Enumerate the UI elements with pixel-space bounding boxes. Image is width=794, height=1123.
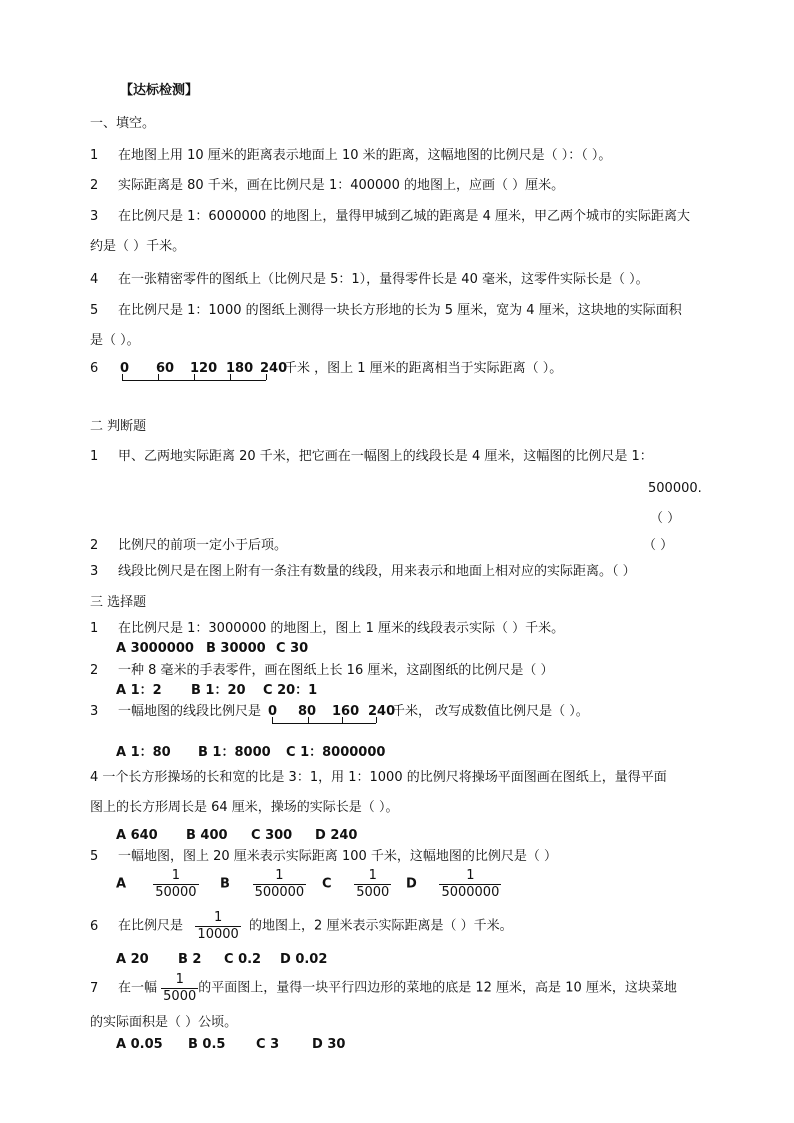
question-text: 一幅地图的线段比例尺是 [118, 704, 262, 719]
fill-question-6 [90, 360, 118, 378]
choice-question-2 [90, 662, 553, 680]
question-text: 实际距离是 80 千米，画在比例尺是 1：400000 的地图上，应画（ ）厘米。 [118, 178, 565, 193]
choice-options-5 [116, 868, 501, 908]
fraction-denominator: 5000 [163, 989, 197, 1004]
judge-question-1-cont: 500000. [648, 481, 702, 496]
choice-question-7 [90, 972, 677, 1008]
section-title-choice: 三 选择题 [90, 595, 147, 610]
fraction-denominator: 5000 [356, 885, 390, 900]
fraction-numerator: 1 [153, 868, 198, 885]
question-text: 在比例尺是 [118, 918, 184, 934]
fraction [195, 910, 240, 943]
line-scale-2 [268, 703, 396, 729]
question-text: 一个长方形操场的长和宽的比是 3：1，用 1：1000 的比例尺将操场平面图画在图纸上，量得平面 [102, 770, 667, 785]
scale-tick [272, 717, 273, 723]
scale-label: 0 [120, 361, 130, 376]
fraction-denominator: 5000000 [441, 885, 500, 900]
section-header: 【达标检测】 [120, 83, 199, 98]
scale-tick [122, 374, 123, 380]
fraction-numerator: 1 [161, 972, 198, 989]
option[interactable]: A 20 [116, 952, 149, 967]
fill-question-5-cont: 是（ ）。 [90, 333, 140, 348]
option[interactable]: B 0.5 [188, 1037, 226, 1052]
option[interactable]: B 2 [178, 952, 202, 967]
option[interactable]: A 1：80 [116, 745, 171, 760]
question-number: 3 [90, 564, 99, 579]
choice-options-6 [116, 951, 327, 969]
option-letter: A [116, 876, 127, 892]
scale-tick [266, 374, 267, 380]
scale-tick [342, 717, 343, 723]
fraction [161, 972, 198, 1005]
choice-question-6 [90, 910, 513, 946]
fill-question-4 [90, 271, 649, 289]
option[interactable]: B 1：8000 [198, 745, 271, 760]
fraction-numerator: 1 [195, 910, 240, 927]
line-scale-1 [118, 360, 288, 386]
question-text: 在比例尺是 1：6000000 的地图上，量得甲城到乙城的距离是 4 厘米，甲乙两个城市的实际距离大 [118, 209, 690, 224]
scale-bar [272, 723, 376, 724]
scale-label: 0 [268, 704, 278, 719]
question-text: 在一幅 [118, 980, 158, 996]
question-text: 比例尺的前项一定小于后项。 [118, 538, 288, 553]
question-number: 6 [90, 361, 99, 376]
choice-question-4-cont: 图上的长方形周长是 64 厘米，操场的实际长是（ ）。 [90, 800, 399, 815]
section-title-fill-blank: 一、填空。 [90, 116, 156, 131]
judge-question-2 [90, 537, 287, 555]
scale-label: 180 [226, 361, 254, 376]
fill-question-6-text: 千米 ，图上 1 厘米的距离相当于实际距离（ ）。 [284, 361, 563, 376]
fraction-denominator: 50000 [155, 885, 197, 900]
scale-tick [376, 717, 377, 723]
scale-label: 120 [190, 361, 218, 376]
fraction [439, 868, 501, 901]
option[interactable]: C 30 [276, 641, 309, 656]
option[interactable]: C 20：1 [263, 683, 318, 698]
choice-options-4 [116, 827, 357, 845]
choice-question-4 [90, 769, 667, 787]
judge-question-3 [90, 563, 636, 581]
judge-question-1 [90, 448, 653, 466]
option[interactable]: A 3000000 [116, 641, 194, 656]
fill-question-3-cont: 约是（ ）千米。 [90, 239, 186, 254]
question-text: 甲、乙两地实际距离 20 千米，把它画在一幅图上的线段长是 4 厘米，这幅图的比例尺是 1： [118, 449, 653, 464]
option[interactable] [322, 868, 406, 901]
scale-tick [194, 374, 195, 380]
question-text: 在比例尺是 1：1000 的图纸上测得一块长方形地的长为 5 厘米，宽为 4 厘米，这块地的实际面积 [118, 303, 682, 318]
option[interactable] [116, 868, 220, 901]
question-text: 一种 8 毫米的手表零件，画在图纸上长 16 厘米，这副图纸的比例尺是（ ） [118, 663, 554, 678]
question-number: 2 [90, 178, 99, 193]
question-number: 7 [90, 980, 99, 996]
option[interactable]: D 0.02 [280, 952, 328, 967]
choice-question-7-cont: 的实际面积是（ ）公顷。 [90, 1015, 238, 1030]
option[interactable]: D 30 [312, 1037, 346, 1052]
question-number: 3 [90, 704, 99, 719]
fraction [253, 868, 307, 901]
question-text: 一幅地图，图上 20 厘米表示实际距离 100 千米，这幅地图的比例尺是（ ） [118, 849, 558, 864]
question-text: 的地图上，2 厘米表示实际距离是（ ）千米。 [249, 918, 513, 934]
option[interactable]: D 240 [315, 828, 358, 843]
fill-question-2 [90, 177, 564, 195]
question-text: 在地图上用 10 厘米的距离表示地面上 10 米的距离，这幅地图的比例尺是（ ）：（ ）。 [118, 148, 612, 163]
option[interactable]: B 30000 [206, 641, 266, 656]
question-number: 1 [90, 148, 99, 163]
scale-tick [308, 717, 309, 723]
question-text: 在一张精密零件的图纸上（比例尺是 5：1），量得零件长是 40 毫米，这零件实际长是（ ）。 [118, 272, 649, 287]
choice-options-2 [116, 682, 317, 700]
option[interactable] [406, 868, 501, 901]
question-number: 1 [90, 621, 99, 636]
option[interactable]: B 400 [186, 828, 228, 843]
question-number: 2 [90, 538, 99, 553]
option-letter: B [220, 876, 230, 892]
scale-tick [158, 374, 159, 380]
choice-options-3 [116, 744, 385, 762]
option[interactable]: B 1：20 [191, 683, 246, 698]
choice-question-1 [90, 620, 564, 638]
option[interactable]: A 640 [116, 828, 158, 843]
question-number: 4 [90, 272, 99, 287]
question-number: 1 [90, 449, 99, 464]
fill-question-1 [90, 147, 611, 165]
option[interactable]: C 3 [256, 1037, 280, 1052]
option[interactable]: C 0.2 [224, 952, 262, 967]
fraction-numerator: 1 [439, 868, 501, 885]
fraction-numerator: 1 [354, 868, 391, 885]
question-number: 2 [90, 663, 99, 678]
question-number: 4 [90, 770, 99, 785]
question-text: 在比例尺是 1：3000000 的地图上，图上 1 厘米的线段表示实际（ ）千米。 [118, 621, 565, 636]
choice-question-5 [90, 848, 557, 866]
choice-question-3 [90, 703, 261, 721]
fraction-denominator: 10000 [197, 927, 239, 942]
fraction [153, 868, 198, 901]
fill-question-5 [90, 302, 682, 320]
answer-paren[interactable]: （ ） [643, 538, 674, 553]
scale-bar [122, 380, 266, 381]
question-text: 的平面图上，量得一块平行四边形的菜地的底是 12 厘米，高是 10 厘米，这块菜地 [198, 980, 677, 996]
option-letter: D [406, 876, 417, 892]
question-text: 线段比例尺是在图上附有一条注有数量的线段，用来表示和地面上相对应的实际距离。（ ） [118, 564, 636, 579]
scale-label: 60 [156, 361, 175, 376]
scale-tick [230, 374, 231, 380]
fraction [354, 868, 391, 901]
option-letter: C [322, 876, 332, 892]
scale-label: 240 [260, 361, 288, 376]
option[interactable]: A 0.05 [116, 1037, 163, 1052]
option[interactable]: C 300 [251, 828, 293, 843]
choice-options-1 [116, 640, 308, 658]
question-number: 5 [90, 303, 99, 318]
option[interactable]: A 1：2 [116, 683, 162, 698]
scale-label: 80 [298, 704, 317, 719]
fill-question-3 [90, 208, 690, 226]
fraction-denominator: 500000 [254, 885, 305, 900]
scale-label: 240 [368, 704, 396, 719]
answer-paren[interactable]: （ ） [650, 511, 681, 526]
choice-options-7 [116, 1036, 345, 1054]
question-number: 5 [90, 849, 99, 864]
section-title-judge: 二 判断题 [90, 419, 147, 434]
fraction-numerator: 1 [253, 868, 307, 885]
scale-label: 160 [332, 704, 360, 719]
option[interactable] [220, 868, 322, 901]
choice-question-3-text: 千米， 改写成数值比例尺是（ ）。 [392, 704, 589, 719]
question-number: 6 [90, 918, 99, 934]
question-number: 3 [90, 209, 99, 224]
option[interactable]: C 1：8000000 [286, 745, 386, 760]
